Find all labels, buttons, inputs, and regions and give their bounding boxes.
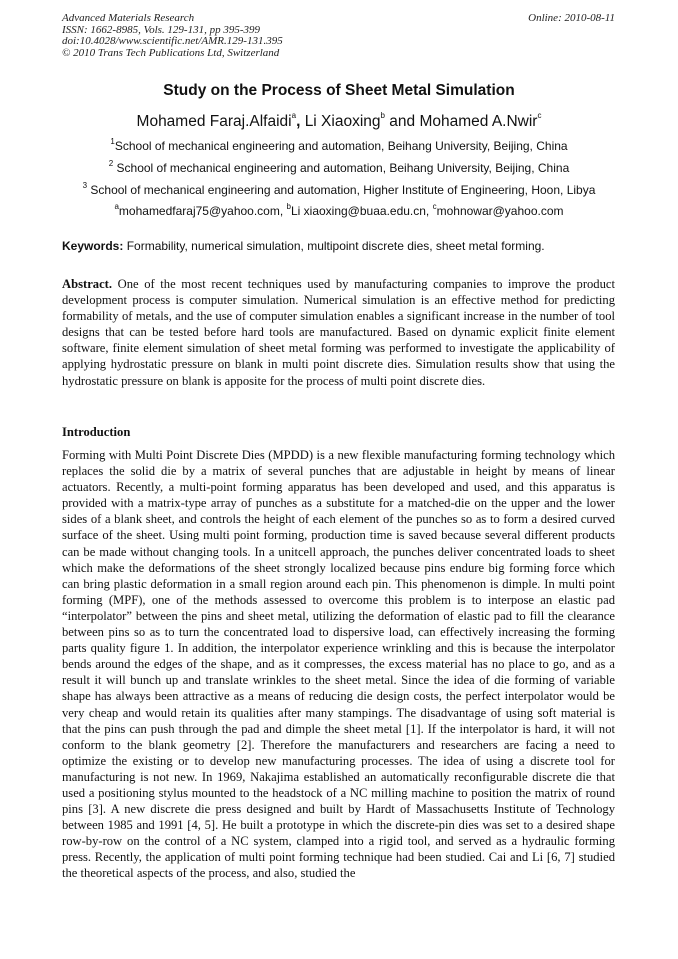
author-name: Mohamed A.Nwir bbox=[419, 113, 538, 130]
paper-title: Study on the Process of Sheet Metal Simulation bbox=[163, 82, 515, 99]
affiliation-marker: 3 bbox=[82, 181, 88, 190]
email-link[interactable]: mohamedfaraj75@yahoo.com, bbox=[118, 204, 287, 218]
keywords-label: Keywords: bbox=[62, 239, 124, 253]
affiliation-text: School of mechanical engineering and automation, Higher Institute of Engineering, Hoon, Libya bbox=[87, 183, 596, 197]
journal-header bbox=[62, 13, 283, 59]
author-list bbox=[0, 113, 678, 131]
affiliation-marker: 2 bbox=[108, 159, 114, 168]
issn-line: ISSN: 1662-8985, Vols. 129-131, pp 395-399 bbox=[62, 23, 260, 36]
journal-name: Advanced Materials Research bbox=[62, 12, 195, 24]
abstract-text: One of the most recent techniques used by manufacturing companies to improve the product development process is computer simulation. Numerical simulation is an effective method for predicting formability of metals, and the use of computer simulation enables a significant increase in the number of tool designs that can be tested before hard tools are manufactured. Based on dynamic explicit finite element software, finite element simulation of sheet metal forming was performed to investigate the applicability of applying hydrostatic pressure on blank in multi point discrete dies. Simulation results show that using the hydrostatic pressure on blank is apposite for the process of multi point discrete dies. bbox=[62, 277, 615, 388]
abstract-label: Abstract. bbox=[62, 277, 113, 291]
email-marker: c bbox=[432, 202, 437, 211]
email-marker: b bbox=[286, 202, 291, 211]
email-marker: a bbox=[114, 202, 119, 211]
introduction-heading: Introduction bbox=[62, 425, 131, 439]
affiliation-text: School of mechanical engineering and automation, Beihang University, Beijing, China bbox=[114, 139, 568, 153]
author-separator: and bbox=[384, 113, 420, 130]
author-separator: , bbox=[296, 113, 305, 130]
copyright-line: © 2010 Trans Tech Publications Ltd, Switzerland bbox=[62, 46, 280, 59]
affiliation-1 bbox=[0, 139, 678, 153]
author-name: Mohamed Faraj.Alfaidi bbox=[136, 113, 292, 130]
author-name: Li Xiaoxing bbox=[304, 113, 381, 130]
keywords-section bbox=[62, 239, 622, 253]
abstract-section bbox=[62, 276, 615, 389]
email-link[interactable]: Li xiaoxing@buaa.edu.cn, bbox=[290, 204, 433, 218]
affiliation-text: School of mechanical engineering and automation, Beihang University, Beijing, China bbox=[113, 161, 570, 175]
affiliation-marker: 1 bbox=[110, 137, 115, 146]
keywords-text: Formability, numerical simulation, multipoint discrete dies, sheet metal forming. bbox=[123, 239, 545, 253]
introduction-paragraph: Forming with Multi Point Discrete Dies (MPDD) is a new flexible manufacturing forming technology which replaces the solid die by a matrix of several punches that are adjustable in height by means of linear actuators. Recently, a multi-point forming apparatus has been developed and used, and this apparatus is provided with a matrix-type array of punches as a substitute for a matched-die on the upper and the lower sides of a blank sheet, and controls the height of each element of the punches so as to form a desired curved surface of the sheet. Using multi point forming, production time is saved because several different products can be made without changing tools. In a unitcell approach, the punches deliver concentrated loads to sheet which make the deformations of the sheet strongly localized because pins endure big forming force which can bring plastic deformation in a small region around each pin. This phenomenon is dimple. In multi point forming (MPF), one of the methods assessed to overcome this problem is to interpose an elastic pad “interpolator” between the pins and sheet metal, utilizing the deformation of elastic pad to fill the clearance between pins so as to turn the concentrated load to dispersive load, can effectively increasing the forming parts quality figure 1. In addition, the interpolator experience wrinkling and this is because the interpolator bends around the edges of the shape, and as it compresses, the excess material has no place to go, and as a result it will bunch up and translate wrinkles to the sheet metal. Since the idea of die forming of variable shape has always been attractive as a means of reducing die design costs, the perfect interpolator would be very cheap and would retain its qualities after many stampings. The disadvantage of using soft material is that the pins can push through the pad and dimple the sheet metal [1]. If the interpolator is hard, it will not conform to the blank geometry [2]. Therefore the manufacturers and researchers are facing a need to optimize the existing or to develop new manufacturing processes. The idea of using a discrete tool for manufacturing is not new. In 1969, Nakajima established an automatically reconfigurable discrete die that used a positioning stylus mounted to the headstock of a NC milling machine to position the matrix of round pins [3]. A new discrete die press designed and built by Hardt of Massachusetts Institute of Technology between 1985 and 1991 [4, 5]. He built a prototype in which the discrete-pin dies was set to a desired shape row-by-row on the control of a NC system, clamped into a rigid tool, and served as a hydraulic forming press. Recently, the application of multi point forming technique had been studied. Cai and Li [6, 7] studied the theoretical aspects of the process, and also, studied the bbox=[62, 448, 615, 881]
email-link[interactable]: mohnowar@yahoo.com bbox=[436, 204, 564, 218]
author-emails bbox=[0, 204, 678, 218]
online-date: Online: 2010-08-11 bbox=[528, 12, 615, 24]
affiliation-2 bbox=[0, 161, 678, 175]
author-marker: c bbox=[537, 111, 542, 120]
affiliation-3 bbox=[0, 183, 678, 197]
author-marker: a bbox=[291, 111, 297, 120]
doi-line[interactable]: doi:10.4028/www.scientific.net/AMR.129-131.395 bbox=[62, 35, 283, 47]
author-marker: b bbox=[380, 111, 385, 120]
